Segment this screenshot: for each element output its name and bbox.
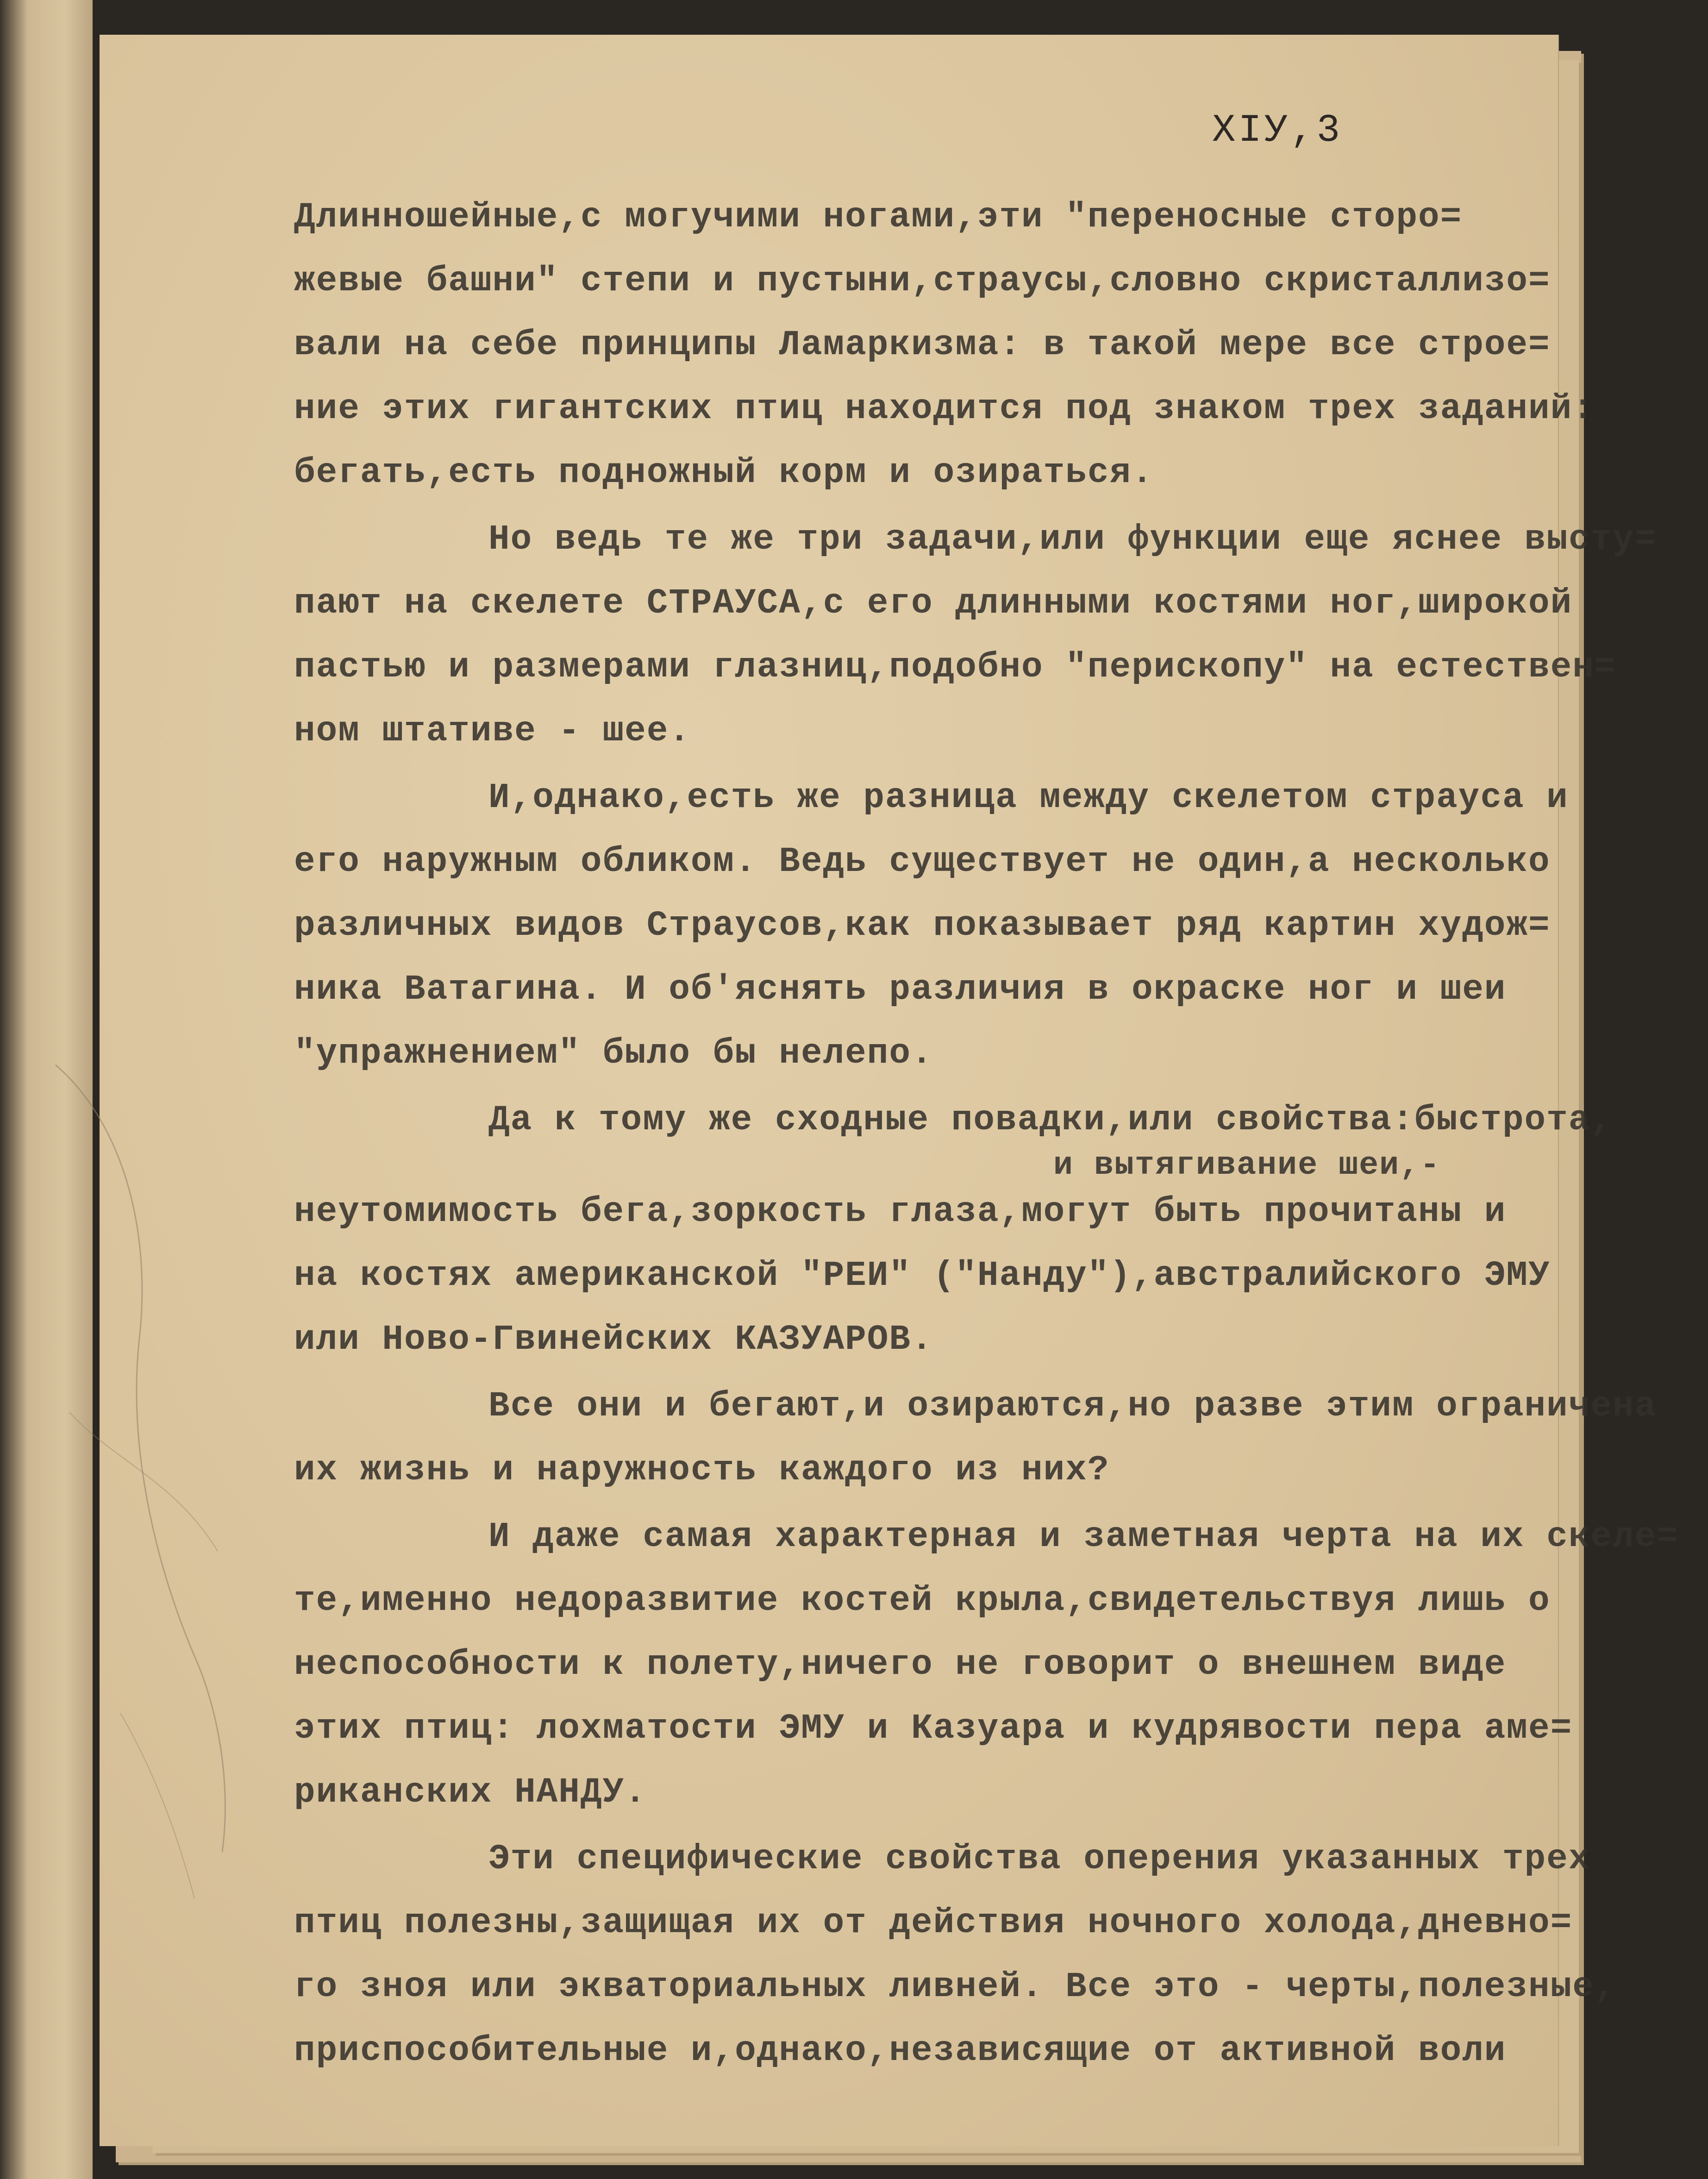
- text-line: ника Ватагина. И об'яснять различия в окраске ног и шеи: [294, 970, 1507, 1009]
- text-line: те,именно недоразвитие костей крыла,свидетельствуя лишь о: [294, 1581, 1551, 1621]
- interlinear-insertion: и вытягивание шеи,-: [1053, 1147, 1441, 1184]
- text-line: И,однако,есть же разница между скелетом страуса и: [488, 778, 1569, 818]
- text-line: Эти специфические свойства оперения указанных трех: [488, 1839, 1591, 1879]
- text-line: или Ново-Гвинейских КАЗУАРОВ.: [294, 1320, 933, 1359]
- text-line: ние этих гигантских птиц находится под знаком трех заданий:: [294, 389, 1595, 429]
- typescript-page: [100, 35, 1679, 2146]
- left-book-margin: [0, 0, 93, 2179]
- text-line: пают на скелете СТРАУСА,с его длинными костями ног,широкой: [294, 583, 1573, 623]
- text-line: го зноя или экваториальных ливней. Все это - черты,полезные,: [294, 1967, 1617, 2007]
- text-line: И даже самая характерная и заметная черта на их скеле=: [488, 1517, 1679, 1557]
- typescript-text: [294, 185, 1679, 2083]
- text-line: птиц полезны,защищая их от действия ночного холода,дневно=: [294, 1903, 1573, 1943]
- text-line: пастью и размерами глазниц,подобно "перископу" на естествен=: [294, 647, 1617, 687]
- text-line: Длинношейные,с могучими ногами,эти "переносные сторо=: [294, 197, 1463, 237]
- text-line: их жизнь и наружность каждого из них?: [294, 1450, 1110, 1490]
- text-line: жевые башни" степи и пустыни,страусы,словно скристаллизо=: [294, 261, 1551, 301]
- page-number: XIУ,3: [1212, 109, 1343, 153]
- text-line: Да к тому же сходные повадки,или свойства:быстрота,: [488, 1100, 1613, 1140]
- text-line: различных видов Страусов,как показывает ряд картин худож=: [294, 906, 1551, 945]
- text-line: Все они и бегают,и озираются,но разве этим ограничена: [488, 1386, 1657, 1426]
- text-line: Но ведь те же три задачи,или функции еще яснее высту=: [488, 520, 1657, 559]
- text-line: неспособности к полету,ничего не говорит о внешнем виде: [294, 1645, 1507, 1684]
- text-line: этих птиц: лохматости ЭМУ и Казуара и кудрявости пера аме=: [294, 1709, 1573, 1748]
- text-line: бегать,есть подножный корм и озираться.: [294, 453, 1154, 493]
- text-line: его наружным обликом. Ведь существует не один,а несколько: [294, 842, 1551, 882]
- text-line: "упражнением" было бы нелепо.: [294, 1033, 933, 1073]
- text-line: вали на себе принципы Ламаркизма: в такой мере все строе=: [294, 325, 1551, 365]
- text-line: риканских НАНДУ.: [294, 1772, 647, 1812]
- text-line: неутомимость бега,зоркость глаза,могут быть прочитаны и: [294, 1192, 1507, 1232]
- text-line: приспособительные и,однако,независящие от активной воли: [294, 2031, 1507, 2071]
- text-line: на костях американской "РЕИ" ("Нанду"),австралийского ЭМУ: [294, 1256, 1551, 1296]
- text-line: ном штативе - шее.: [294, 711, 691, 751]
